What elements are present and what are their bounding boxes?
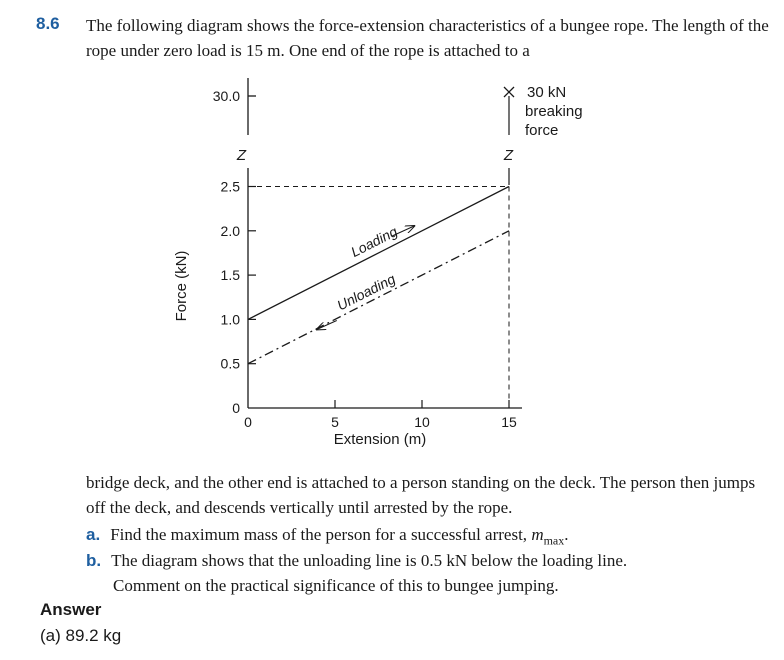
y-axis-label: Force (kN) (173, 250, 190, 322)
axis-break-label-y: Z (236, 147, 246, 164)
question-continuation: bridge deck, and the other end is attached to a person standing on the deck. The person then jumps off the deck, and descends vertically until arrested by the rope. (86, 473, 756, 517)
axis-break-label-right: Z (503, 147, 513, 164)
breaking-force-line-3: force (525, 122, 559, 139)
part-b-text: The diagram shows that the unloading line is 0.5 kN below the loading line. (111, 551, 628, 570)
unloading-arrow (317, 321, 337, 330)
part-a-math: m (531, 525, 544, 544)
part-a-end: . (564, 525, 569, 544)
part-b-label: b. (86, 551, 102, 570)
part-b-continuation: Comment on the practical significance of this to bungee jumping. (113, 576, 559, 595)
x-axis-label: Extension (m) (333, 431, 427, 448)
question-number: 8.6 (36, 14, 60, 33)
y-tick-label: 1.0 (220, 311, 240, 328)
breaking-force-line-2: breaking (525, 103, 583, 120)
x-tick-label: 0 (244, 414, 252, 430)
x-tick-label: 5 (331, 414, 339, 430)
y-tick-label: 1.5 (220, 267, 240, 284)
part-a-text: Find the maximum mass of the person for a successful arrest, (110, 525, 528, 544)
series-line-loading (248, 187, 509, 320)
answer-heading: Answer (40, 600, 102, 619)
y-tick-label: 2.5 (220, 178, 240, 195)
series-line-unloading (248, 231, 509, 364)
x-tick-label: 10 (414, 414, 430, 430)
question-intro: The following diagram shows the force-extension characteristics of a bungee rope. The length of the rope under zero load is 15 m. One end of the rope is attached to a (86, 16, 769, 60)
y-tick-label: 0.5 (220, 355, 240, 372)
series-label-unloading: Unloading (334, 270, 398, 314)
y-tick-label: 2.0 (220, 222, 240, 239)
part-b (86, 548, 776, 573)
series-label-loading: Loading (348, 223, 400, 261)
x-tick-label: 15 (501, 414, 517, 430)
breaking-force-line-1: 30 kN (527, 84, 567, 101)
y-top-tick-label: 30.0 (212, 88, 240, 104)
y-tick-label: 0 (232, 400, 240, 416)
answer-text: (a) 89.2 kg (40, 626, 122, 645)
part-a-label: a. (86, 525, 101, 544)
part-a-subscript: max (543, 533, 565, 548)
